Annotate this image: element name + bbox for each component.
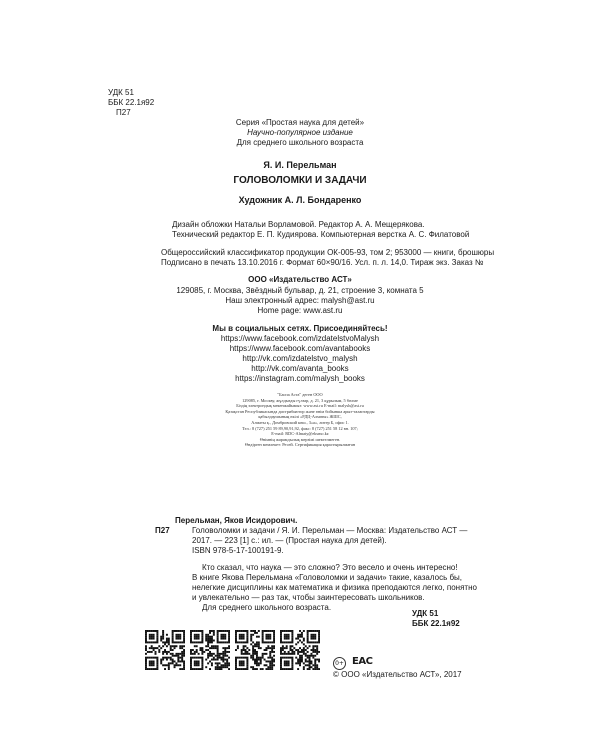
- kazakh-line: E-mail: RDC-Almaty@eksmo.kz: [271, 431, 329, 437]
- catalog-line: Головоломки и задачи / Я. И. Перельман — Москва: Издательство АСТ —: [192, 526, 468, 535]
- credits-line: Дизайн обложки Натальи Ворламовой. Редактор А. А. Мещерякова.: [172, 220, 425, 229]
- social-link: http://vk.com/izdatelstvo_malysh: [242, 354, 358, 363]
- kazakh-line: Өндірген мемлекет: Ресей. Сертификация қарастырылмаған: [244, 442, 356, 448]
- catalog-line: ISBN 978-5-17-100191-9.: [192, 546, 284, 555]
- credits-block: [172, 220, 469, 240]
- kazakh-info-block: [200, 392, 400, 448]
- udk-label: УДК 51: [108, 88, 134, 97]
- qr-code-icon: [145, 630, 185, 670]
- qr-code-icon: [190, 630, 230, 670]
- age-rating-icon: 0+: [333, 657, 346, 670]
- classification-block: [108, 88, 154, 118]
- publisher-address: 129085, г. Москва, Звёздный бульвар, д. 21, строение 3, комната 5: [176, 286, 424, 295]
- social-link: https://instagram.com/malysh_books: [235, 374, 365, 383]
- footer-classification: [412, 609, 460, 629]
- publisher-homepage: Home page: www.ast.ru: [257, 306, 343, 315]
- social-link: http://vk.com/avanta_books: [251, 364, 349, 373]
- social-link: https://www.facebook.com/avantabooks: [229, 344, 371, 353]
- classifier-line: Общероссийский классификатор продукции ОК-005-93, том 2; 953000 — книги, брошюры: [161, 248, 495, 257]
- copyright: © ООО «Издательство АСТ», 2017: [333, 670, 462, 679]
- qr-code-icon: [280, 630, 320, 670]
- eac-mark-icon: ЕАС: [352, 656, 373, 667]
- series-line-2: Научно-популярное издание: [247, 128, 353, 137]
- series-line-3: Для среднего школьного возраста: [236, 138, 364, 147]
- author-name: Я. И. Перельман: [263, 160, 337, 170]
- annotation-line: В книге Якова Перельмана «Головоломки и задачи» такие, казалось бы,: [192, 573, 463, 582]
- series-line-1: Серия «Простая наука для детей»: [235, 118, 365, 127]
- kazakh-line: 129085, г. Москву, жұлдызды гүлзар, д. 21, 3 құрылым, 5 бөлме: [242, 397, 358, 403]
- kazakh-line: Өнімнің жарамдылық мерзімі шектелмеген.: [259, 436, 341, 442]
- illustrator: Художник А. Л. Бондаренко: [238, 195, 362, 205]
- catalog-block: [192, 526, 467, 556]
- social-link: https://www.facebook.com/izdatelstvoMalysh: [220, 334, 380, 343]
- kazakh-line: Қазақстан Республикасында дистрибьютор және өнім бойынша арыз-талаптарды: [225, 408, 375, 414]
- bbk-label: ББК 22.1я92: [108, 98, 155, 107]
- kazakh-line: Алматы қ., Домбровский көш., 3«а», литер Б, офис 1.: [251, 419, 349, 425]
- signed-line: Подписано в печать 13.10.2016 г. Формат 60×90/16. Усл. п. л. 14,0. Тираж экз. Заказ №: [161, 258, 484, 267]
- annotation-line: и увлекательно — раз так, чтобы заинтересовать школьников.: [192, 593, 425, 602]
- kazakh-line: қабылдаушының өкілі «РДЦ-Алматы» ЖШС,: [258, 414, 342, 420]
- publisher-email: Наш электронный адрес: malysh@ast.ru: [225, 296, 375, 305]
- credits-line: Технический редактор Е. П. Кудиярова. Компьютерная верстка А. С. Филатовой: [172, 230, 470, 239]
- catalog-code: П27: [155, 526, 170, 535]
- footer-udk: УДК 51: [412, 609, 439, 618]
- footer-bbk: ББК 22.1я92: [412, 619, 460, 628]
- printing-block: [161, 248, 494, 268]
- annotation-line: Для среднего школьного возраста.: [202, 603, 332, 612]
- book-title: ГОЛОВОЛОМКИ И ЗАДАЧИ: [233, 175, 367, 186]
- qr-code-icon: [235, 630, 275, 670]
- kazakh-line: Тел.: 8 (727) 251 59 89,90,91,92, факс: 8 (727) 251 58 12 вн. 107;: [242, 425, 358, 431]
- social-heading: Мы в социальных сетях. Присоединяйтесь!: [212, 324, 388, 333]
- kazakh-line: "Баспа Аста" деген ООО: [277, 392, 323, 397]
- code-label: П27: [116, 108, 131, 117]
- catalog-line: 2017. — 223 [1] с.: ил. — (Простая наука для детей).: [192, 536, 387, 545]
- catalog-heading: Перельман, Яков Исидорович.: [175, 516, 298, 525]
- publisher-name: ООО «Издательство АСТ»: [248, 275, 352, 284]
- annotation-line: Кто сказал, что наука — это сложно? Это весело и очень интересно!: [202, 563, 458, 572]
- annotation-line: нелегкие дисциплины как математика и физика преподаются легко, понятно: [192, 583, 477, 592]
- kazakh-line: Біздің электрондық мекенжайымыз: www.ast.ru E-mail: malysh@ast.ru: [236, 403, 364, 409]
- annotation-block: [192, 563, 477, 613]
